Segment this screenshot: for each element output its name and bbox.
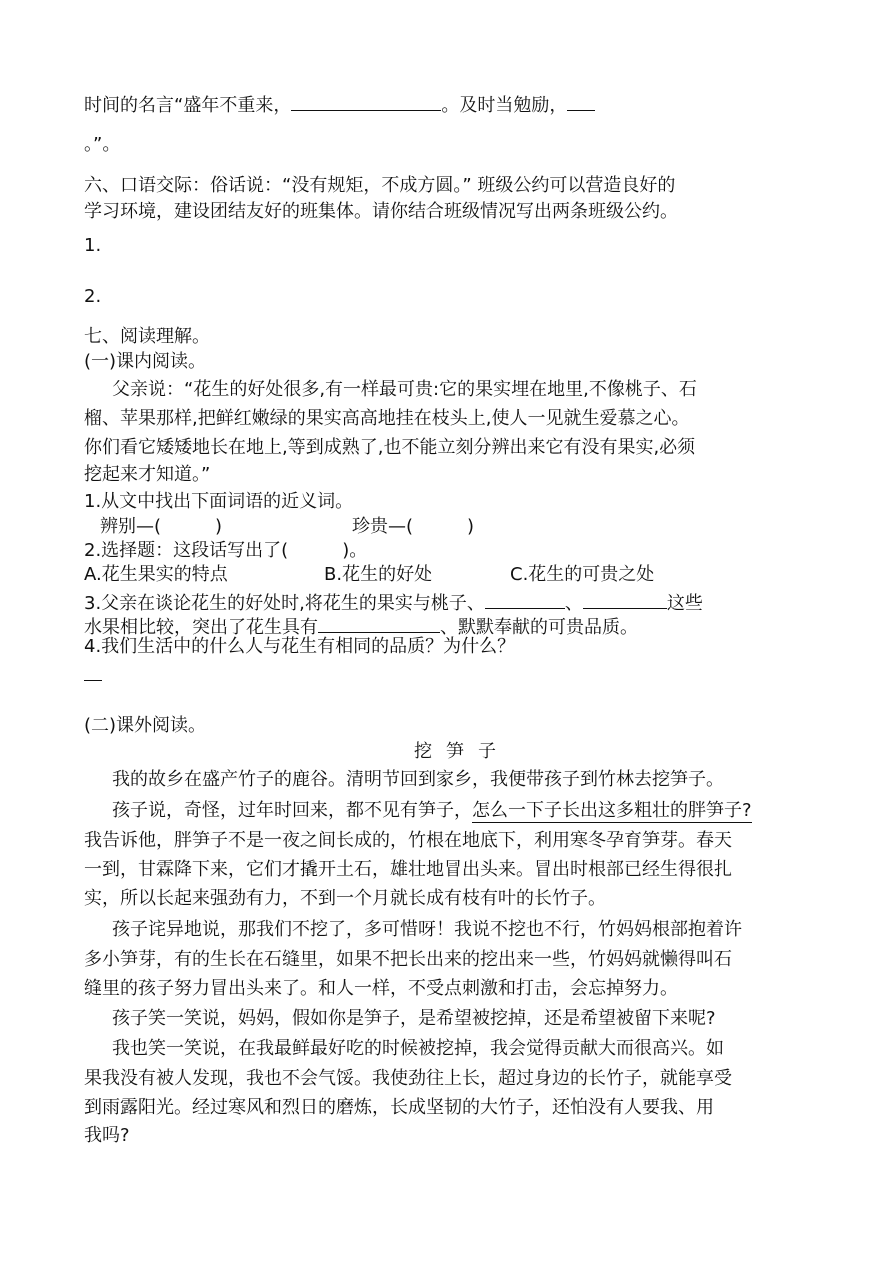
blank-1[interactable] bbox=[291, 92, 441, 111]
passage1-line-1: 父亲说：“花生的好处很多,有一样最可贵:它的果实埋在地里,不像桃子、石 bbox=[112, 379, 697, 400]
article-line-11: 果我没有被人发现，我也不会气馁。我使劲往上长，超过身边的长竹子，就能享受 bbox=[84, 1068, 732, 1089]
answer-line[interactable] bbox=[84, 680, 102, 681]
article-line-13: 我吗? bbox=[84, 1125, 130, 1146]
question-2: 2.选择题：这段话写出了( )。 bbox=[84, 540, 368, 561]
underlined-sentence: 怎么一下子长出这多粗壮的胖笋子? bbox=[472, 800, 752, 821]
question-3-line-1: 3.父亲在谈论花生的好处时,将花生的果实与桃子、 、 这些 bbox=[84, 590, 703, 613]
oral-heading-1: 六、口语交际：俗话说：“没有规矩，不成方圆。” 班级公约可以营造良好的 bbox=[84, 175, 676, 196]
part1-heading: (一)课内阅读。 bbox=[84, 351, 207, 372]
article-line-1: 我的故乡在盛产竹子的鹿谷。清明节回到家乡，我便带孩子到竹林去挖笋子。 bbox=[112, 769, 724, 790]
article-line-9: 孩子笑一笑说，妈妈，假如你是笋子，是希望被挖掉，还是希望被留下来呢? bbox=[112, 1008, 716, 1029]
article-line-8: 缝里的孩子努力冒出头来了。和人一样，不受点刺激和打击，会忘掉努力。 bbox=[84, 978, 678, 999]
question-3-line-2: 水果相比较，突出了花生具有 、默默奉献的可贵品质。 bbox=[84, 614, 638, 637]
option-a[interactable]: A.花生果实的特点 bbox=[84, 564, 228, 585]
article-line-10: 我也笑一笑说，在我最鲜最好吃的时候被挖掉，我会觉得贡献大而很高兴。如 bbox=[112, 1038, 724, 1059]
question-1: 1.从文中找出下面词语的近义词。 bbox=[84, 491, 354, 512]
article-title: 挖笋子 bbox=[414, 741, 510, 762]
blank-fruit-2[interactable] bbox=[583, 590, 667, 609]
article-line-6: 孩子诧异地说，那我们不挖了，多可惜呀！我说不挖也不行，竹妈妈根部抱着许 bbox=[112, 919, 742, 940]
oral-heading-2: 学习环境，建设团结友好的班集体。请你结合班级情况写出两条班级公约。 bbox=[84, 201, 678, 222]
passage1-line-2: 榴、苹果那样,把鲜红嫩绿的果实高高地挂在枝头上,使人一见就生爱慕之心。 bbox=[84, 408, 690, 429]
article-line-12: 到雨露阳光。经过寒风和烈日的磨炼，长成坚韧的大竹子，还怕没有人要我、用 bbox=[84, 1097, 714, 1118]
question-4: 4.我们生活中的什么人与花生有相同的品质？为什么？ bbox=[84, 636, 516, 657]
blank-quality[interactable] bbox=[318, 614, 440, 633]
passage1-line-3: 你们看它矮矮地长在地上,等到成熟了,也不能立刻分辨出来它有没有果实,必须 bbox=[84, 437, 696, 458]
reading-heading: 七、阅读理解。 bbox=[84, 326, 210, 347]
option-b[interactable]: B.花生的好处 bbox=[324, 564, 433, 585]
passage1-line-4: 挖起来才知道。” bbox=[84, 464, 211, 485]
question-1-a[interactable]: 辨别—( ) bbox=[100, 516, 223, 537]
blank-2[interactable] bbox=[567, 92, 595, 111]
oral-item-2[interactable]: 2. bbox=[84, 286, 102, 307]
article-line-4: 一到，甘霖降下来，它们才撬开土石，雄壮地冒出头来。冒出时根部已经生得很扎 bbox=[84, 859, 732, 880]
quote-line-2: 。”。 bbox=[84, 134, 121, 155]
article-line-7: 多小笋芽，有的生长在石缝里，如果不把长出来的挖出来一些，竹妈妈就懒得叫石 bbox=[84, 949, 732, 970]
question-1-b[interactable]: 珍贵—( ) bbox=[352, 516, 475, 537]
oral-item-1[interactable]: 1. bbox=[84, 235, 102, 256]
article-line-5: 实，所以长起来强劲有力，不到一个月就长成有枝有叶的长竹子。 bbox=[84, 888, 606, 909]
quote-line-1: 时间的名言“盛年不重来， 。及时当勉励， bbox=[84, 92, 595, 115]
part2-heading: (二)课外阅读。 bbox=[84, 715, 207, 736]
option-c[interactable]: C.花生的可贵之处 bbox=[510, 564, 655, 585]
article-line-3: 我告诉他，胖笋子不是一夜之间长成的，竹根在地底下，利用寒冬孕育笋芽。春天 bbox=[84, 830, 732, 851]
blank-fruit-1[interactable] bbox=[485, 590, 565, 609]
article-line-2: 孩子说，奇怪，过年时回来，都不见有笋子，怎么一下子长出这多粗壮的胖笋子? bbox=[112, 800, 752, 821]
